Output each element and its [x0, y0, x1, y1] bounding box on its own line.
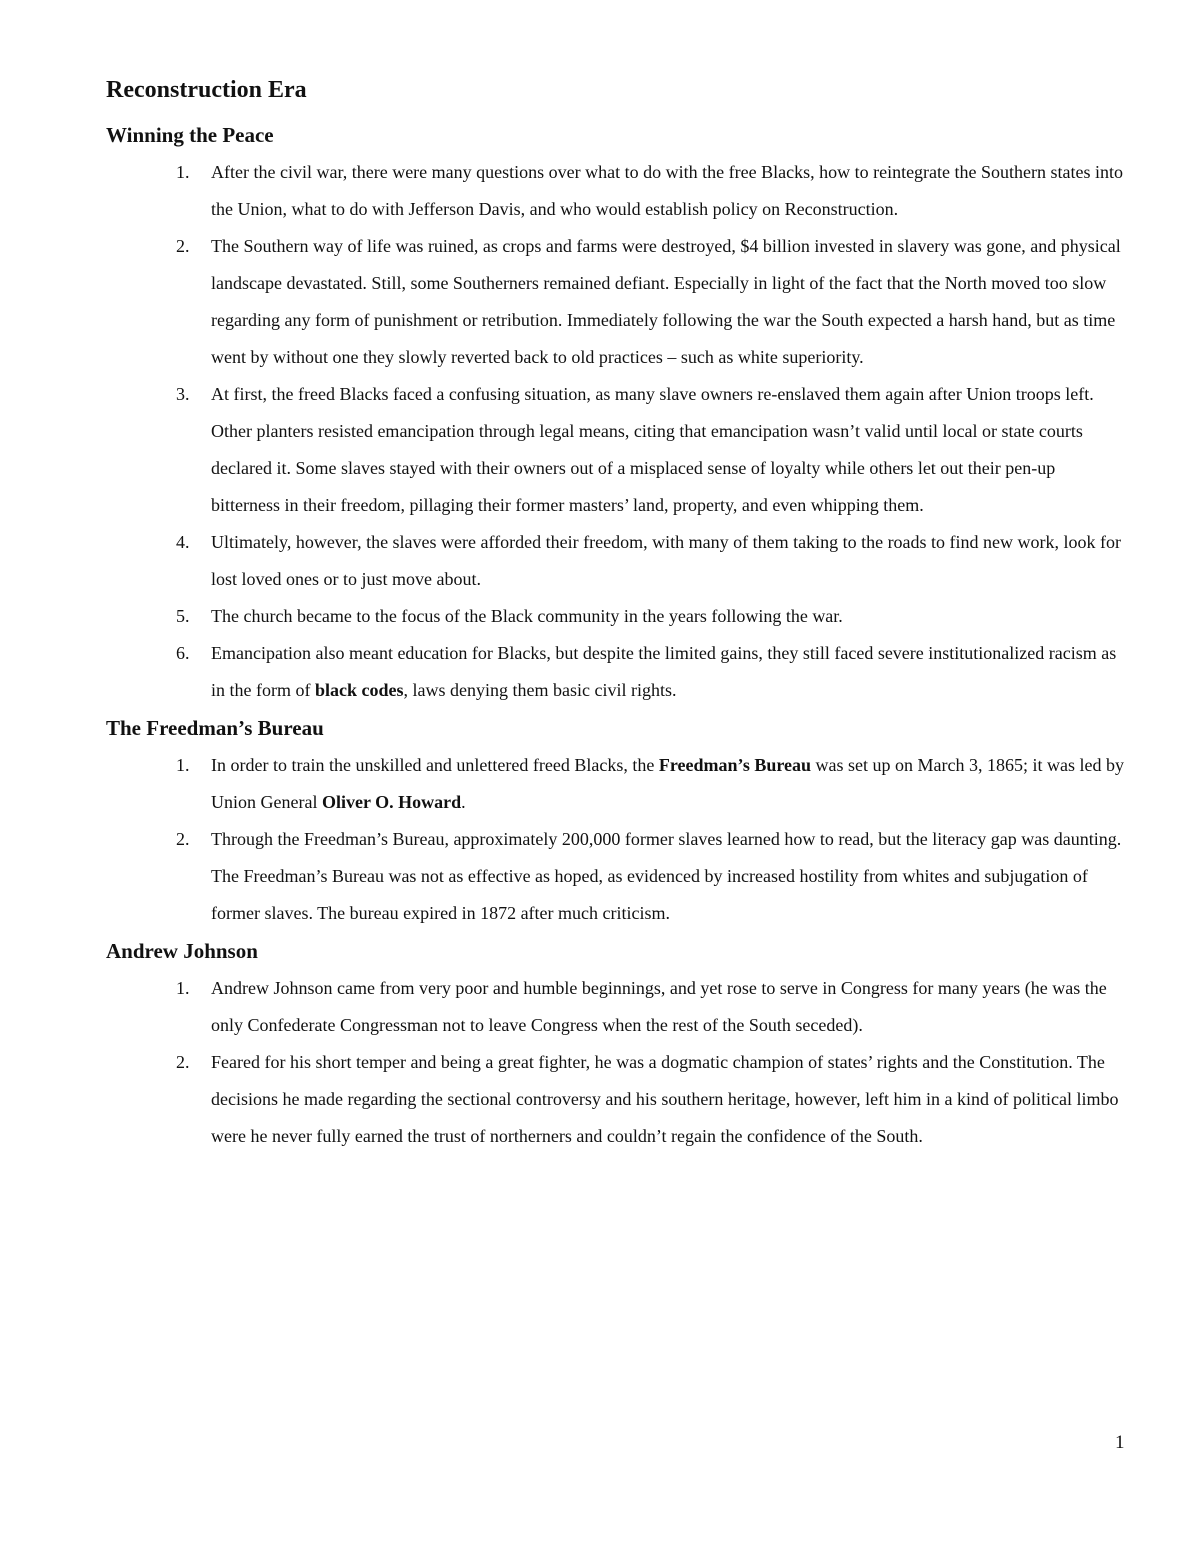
sections-container [106, 116, 1126, 1155]
text-run: . [461, 792, 466, 812]
list-item-text [211, 162, 1123, 219]
list-item [106, 524, 1126, 598]
list-item-text [211, 978, 1107, 1035]
list-item-text [211, 1052, 1119, 1146]
list-item [106, 635, 1126, 709]
document-body [106, 72, 1126, 1155]
text-run: In order to train the unskilled and unlettered freed Blacks, the [211, 755, 659, 775]
text-run: The Southern way of life was ruined, as crops and farms were destroyed, $4 billion invested in slavery was gone, and physical landscape devastated. Still, some Southerners remained defiant. Especially in light of the fact that the North moved too slow regarding any form of punishment or retribution. Immediately following the war the South expected a harsh hand, but as time went by without one they slowly reverted back to old practices – such as white superiority. [211, 236, 1121, 367]
list-item [106, 1044, 1126, 1155]
text-run: Feared for his short temper and being a great fighter, he was a dogmatic champion of states’ rights and the Constitution. The decisions he made regarding the sectional controversy and his southern heritage, however, left him in a kind of political limbo were he never fully earned the trust of northerners and couldn’t regain the confidence of the South. [211, 1052, 1119, 1146]
list-number: 1. [176, 755, 190, 775]
section-heading: Winning the Peace [106, 123, 274, 147]
list-item-text [211, 532, 1121, 589]
text-run: Through the Freedman’s Bureau, approximately 200,000 former slaves learned how to read, but the literacy gap was daunting. The Freedman’s Bureau was not as effective as hoped, as evidenced by increased hostility from whites and subjugation of former slaves. The bureau expired in 1872 after much criticism. [211, 829, 1122, 923]
text-run: At first, the freed Blacks faced a confusing situation, as many slave owners re-enslaved them again after Union troops left. Other planters resisted emancipation through legal means, citing that emancipation wasn’t valid until local or state courts declared it. Some slaves stayed with their owners out of a misplaced sense of loyalty while others let out their pen-up bitterness in their freedom, pillaging their former masters’ land, property, and even whipping them. [211, 384, 1094, 515]
section-heading: Andrew Johnson [106, 939, 258, 963]
list-number: 2. [176, 1052, 190, 1072]
list-number: 1. [176, 162, 190, 182]
list-number: 6. [176, 643, 190, 663]
list-item [106, 747, 1126, 821]
bold-term: Freedman’s Bureau [658, 755, 812, 775]
text-run: After the civil war, there were many questions over what to do with the free Blacks, how to reintegrate the Southern states into the Union, what to do with Jefferson Davis, and who would establish policy on Reconstruction. [211, 162, 1124, 219]
list-number: 5. [176, 606, 190, 626]
list-item-text [211, 829, 1121, 923]
list-item [106, 821, 1126, 932]
list-number: 2. [176, 236, 190, 256]
list-item-text [211, 236, 1121, 367]
document-title: Reconstruction Era [106, 77, 307, 103]
list-item [106, 228, 1126, 376]
text-run: Andrew Johnson came from very poor and humble beginnings, and yet rose to serve in Congress for many years (he was the only Confederate Congressman not to leave Congress when the rest of the South seceded). [211, 978, 1107, 1035]
list-number: 4. [176, 532, 190, 552]
list-item-text [211, 384, 1094, 515]
text-run: , laws denying them basic civil rights. [403, 680, 677, 700]
list-item-text [211, 755, 1124, 812]
list-item-text [211, 606, 843, 626]
list-item [106, 598, 1126, 635]
numbered-list [106, 154, 1126, 709]
list-number: 3. [176, 384, 190, 404]
list-item-text [211, 643, 1116, 700]
bold-term: black codes [314, 680, 404, 700]
page-number: 1 [1115, 1432, 1125, 1453]
list-number: 1. [176, 978, 190, 998]
text-run: was set up on March 3, 1865; it was led by Union General [211, 755, 1124, 812]
text-run: The church became to the focus of the Black community in the years following the war. [211, 606, 843, 626]
list-item [106, 154, 1126, 228]
section-heading: The Freedman’s Bureau [106, 716, 324, 740]
text-run: Ultimately, however, the slaves were afforded their freedom, with many of them taking to the roads to find new work, look for lost loved ones or to just move about. [211, 532, 1122, 589]
numbered-list [106, 970, 1126, 1155]
list-number: 2. [176, 829, 190, 849]
list-item [106, 970, 1126, 1044]
bold-term: Oliver O. Howard [321, 792, 462, 812]
list-item [106, 376, 1126, 524]
text-run: Emancipation also meant education for Blacks, but despite the limited gains, they still faced severe institutionalized racism as in the form of [211, 643, 1117, 700]
numbered-list [106, 747, 1126, 932]
